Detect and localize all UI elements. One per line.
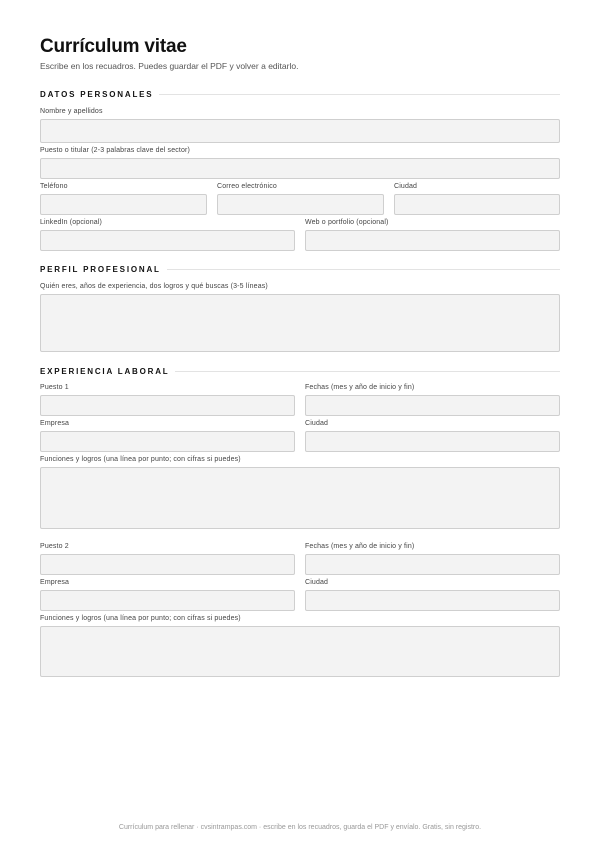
fechas-2-group xyxy=(305,542,560,575)
linkedin-input[interactable] xyxy=(40,230,295,251)
ciudad-1-group xyxy=(305,419,560,452)
funciones-1-label: Funciones y logros (una línea por punto; con cifras si puedes) xyxy=(40,456,241,463)
funciones-2-group xyxy=(40,614,560,677)
empresa-2-input[interactable] xyxy=(40,590,295,611)
fechas-1-label: Fechas (mes y año de inicio y fin) xyxy=(305,384,415,391)
ciudad-input[interactable] xyxy=(394,194,560,215)
telefono-label: Teléfono xyxy=(40,183,68,190)
correo-label: Correo electrónico xyxy=(217,183,277,190)
correo-group xyxy=(217,182,384,215)
empresa-1-input[interactable] xyxy=(40,431,295,452)
job-1-row-a xyxy=(40,383,560,416)
puesto-1-label: Puesto 1 xyxy=(40,384,69,391)
puesto-2-label: Puesto 2 xyxy=(40,543,69,550)
puesto-1-group xyxy=(40,383,295,416)
section-heading-datos-personales xyxy=(40,88,560,100)
funciones-2-label: Funciones y logros (una línea por punto; con cifras si puedes) xyxy=(40,615,241,622)
page-header xyxy=(40,36,560,72)
page-subtitle: Escribe en los recuadros. Puedes guardar el PDF y volver a editarlo. xyxy=(40,61,299,71)
fechas-2-label: Fechas (mes y año de inicio y fin) xyxy=(305,543,415,550)
section-title: DATOS PERSONALES xyxy=(40,89,154,99)
funciones-1-textarea[interactable] xyxy=(40,467,560,529)
online-row xyxy=(40,218,560,251)
ciudad-1-input[interactable] xyxy=(305,431,560,452)
puesto-1-input[interactable] xyxy=(40,395,295,416)
section-divider xyxy=(159,94,560,95)
fechas-1-group xyxy=(305,383,560,416)
job-2-row-b xyxy=(40,578,560,611)
section-heading-perfil xyxy=(40,263,560,275)
ciudad-2-input[interactable] xyxy=(305,590,560,611)
perfil-label: Quién eres, años de experiencia, dos logros y qué buscas (3-5 líneas) xyxy=(40,283,268,290)
page-footer: Currículum para rellenar · cvsintrampas.com · escribe en los recuadros, guarda el PDF y envíalo. Gratis, sin registro. xyxy=(118,824,482,831)
perfil-group xyxy=(40,282,560,352)
perfil-textarea[interactable] xyxy=(40,294,560,352)
puesto-titular-input[interactable] xyxy=(40,158,560,179)
fechas-2-input[interactable] xyxy=(305,554,560,575)
linkedin-label: LinkedIn (opcional) xyxy=(40,219,102,226)
web-label: Web o portfolio (opcional) xyxy=(305,219,389,226)
puesto-titular-label: Puesto o titular (2-3 palabras clave del sector) xyxy=(40,147,190,154)
job-1-row-b xyxy=(40,419,560,452)
empresa-1-group xyxy=(40,419,295,452)
job-2-row-a xyxy=(40,542,560,575)
ciudad-2-group xyxy=(305,578,560,611)
empresa-2-group xyxy=(40,578,295,611)
funciones-1-group xyxy=(40,455,560,529)
funciones-2-textarea[interactable] xyxy=(40,626,560,677)
page-title: Currículum vitae xyxy=(40,36,187,57)
puesto-titular-group xyxy=(40,146,560,179)
section-divider xyxy=(175,371,560,372)
telefono-input[interactable] xyxy=(40,194,207,215)
linkedin-group xyxy=(40,218,295,251)
empresa-1-label: Empresa xyxy=(40,420,70,427)
telefono-group xyxy=(40,182,207,215)
ciudad-label: Ciudad xyxy=(394,183,418,190)
ciudad-group xyxy=(394,182,560,215)
empresa-2-label: Empresa xyxy=(40,579,70,586)
section-title: PERFIL PROFESIONAL xyxy=(40,264,161,274)
nombre-group xyxy=(40,107,560,143)
puesto-2-group xyxy=(40,542,295,575)
ciudad-1-label: Ciudad xyxy=(305,420,329,427)
section-title: EXPERIENCIA LABORAL xyxy=(40,366,170,376)
section-heading-experiencia xyxy=(40,365,560,377)
contacto-row xyxy=(40,182,560,215)
web-group xyxy=(305,218,560,251)
nombre-input[interactable] xyxy=(40,119,560,143)
ciudad-2-label: Ciudad xyxy=(305,579,329,586)
web-input[interactable] xyxy=(305,230,560,251)
correo-input[interactable] xyxy=(217,194,384,215)
nombre-label: Nombre y apellidos xyxy=(40,108,103,115)
fechas-1-input[interactable] xyxy=(305,395,560,416)
section-divider xyxy=(167,269,560,270)
puesto-2-input[interactable] xyxy=(40,554,295,575)
